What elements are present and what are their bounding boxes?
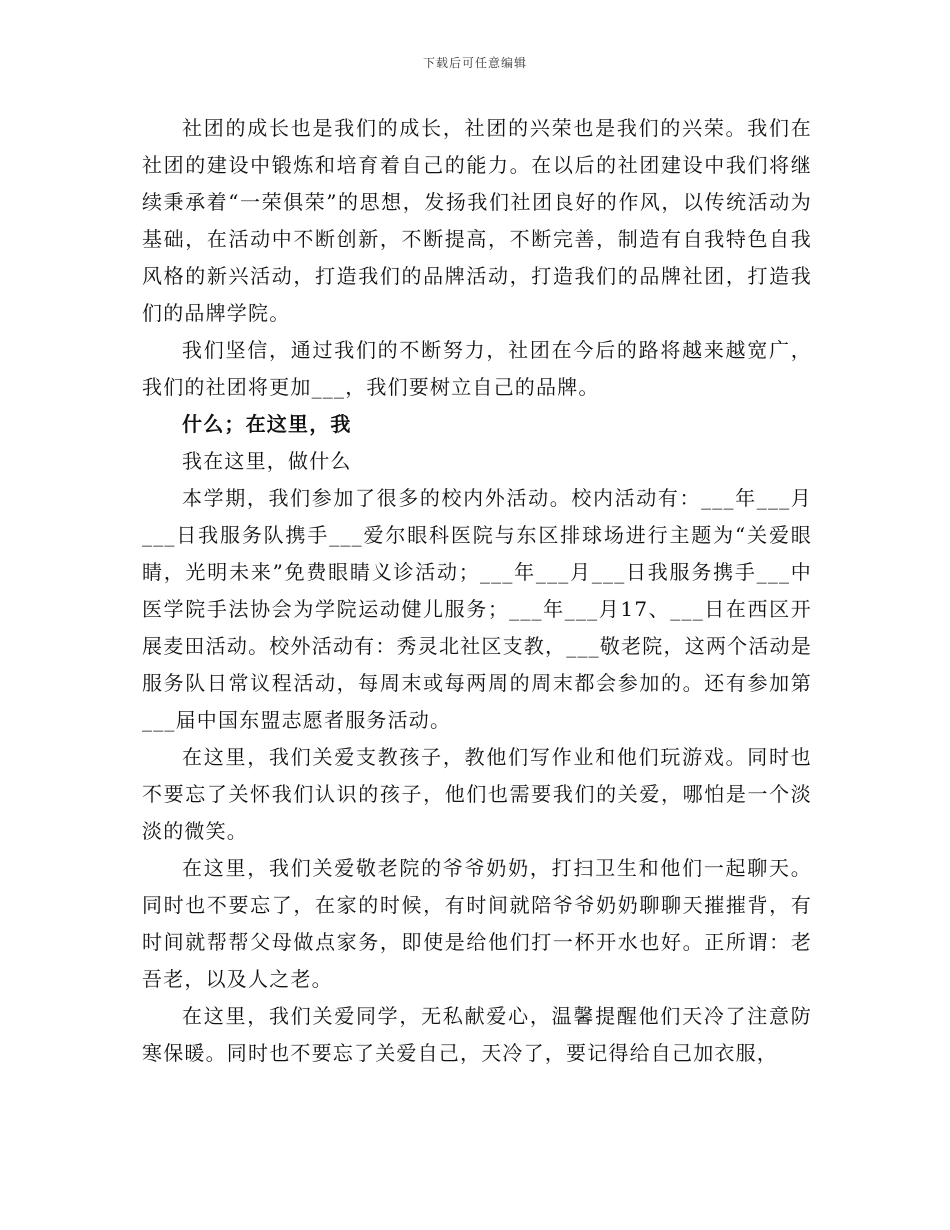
paragraph-club-growth: 社团的成长也是我们的成长，社团的兴荣也是我们的兴荣。我们在社团的建设中锻炼和培育着自己的能力。在以后的社团建设中我们将继续秉承着“一荣俱荣”的思想，发扬我们社团良好的作风，以传统活动为基础，在活动中不断创新，不断提高，不断完善，制造有自我特色自我风格的新兴活动，打造我们的品牌活动，打造我们的品牌社团，打造我们的品牌学院。 [142, 116, 812, 325]
paragraph-children: 在这里，我们关爱支教孩子，教他们写作业和他们玩游戏。同时也不要忘了关怀我们认识的孩子，他们也需要我们的关爱，哪怕是一个淡淡的微笑。 [142, 745, 812, 843]
page-header: 下载后可任意编辑 [422, 56, 527, 70]
paragraph-classmates: 在这里，我们关爱同学，无私献爱心，温馨提醒他们天冷了注意防寒保暖。同时也不要忘了关爱自己，天冷了，要记得给自己加衣服， [142, 1004, 812, 1065]
section-subtitle: 我在这里，做什么 [182, 449, 352, 473]
paragraph-elderly: 在这里，我们关爱敬老院的爷爷奶奶，打扫卫生和他们一起聊天。同时也不要忘了，在家的时候，有时间就陪爷爷奶奶聊聊天摧摧背，有时间就帮帮父母做点家务，即使是给他们打一杯开水也好。正所谓：老吾老，以及人之老。 [142, 856, 812, 991]
paragraph-belief: 我们坚信，通过我们的不断努力，社团在今后的路将越来越宽广，我们的社团将更加___，我们要树立自己的品牌。 [142, 338, 812, 399]
document-body [142, 110, 812, 1072]
paragraph-activities: 本学期，我们参加了很多的校内外活动。校内活动有：___年___月___日我服务队携手___爱尔眼科医院与东区排球场进行主题为“关爱眼睛，光明未来”免费眼睛义诊活动；___年___月___日我服务携手___中医学院手法协会为学院运动健儿服务；___年___月17、___日在西区开展麦田活动。校外活动有：秀灵北社区支教，___敬老院，这两个活动是服务队日常议程活动，每周末或每两周的周末都会参加的。还有参加第___届中国东盟志愿者服务活动。 [142, 486, 812, 732]
section-heading: 什么；在这里，我 [182, 412, 352, 436]
